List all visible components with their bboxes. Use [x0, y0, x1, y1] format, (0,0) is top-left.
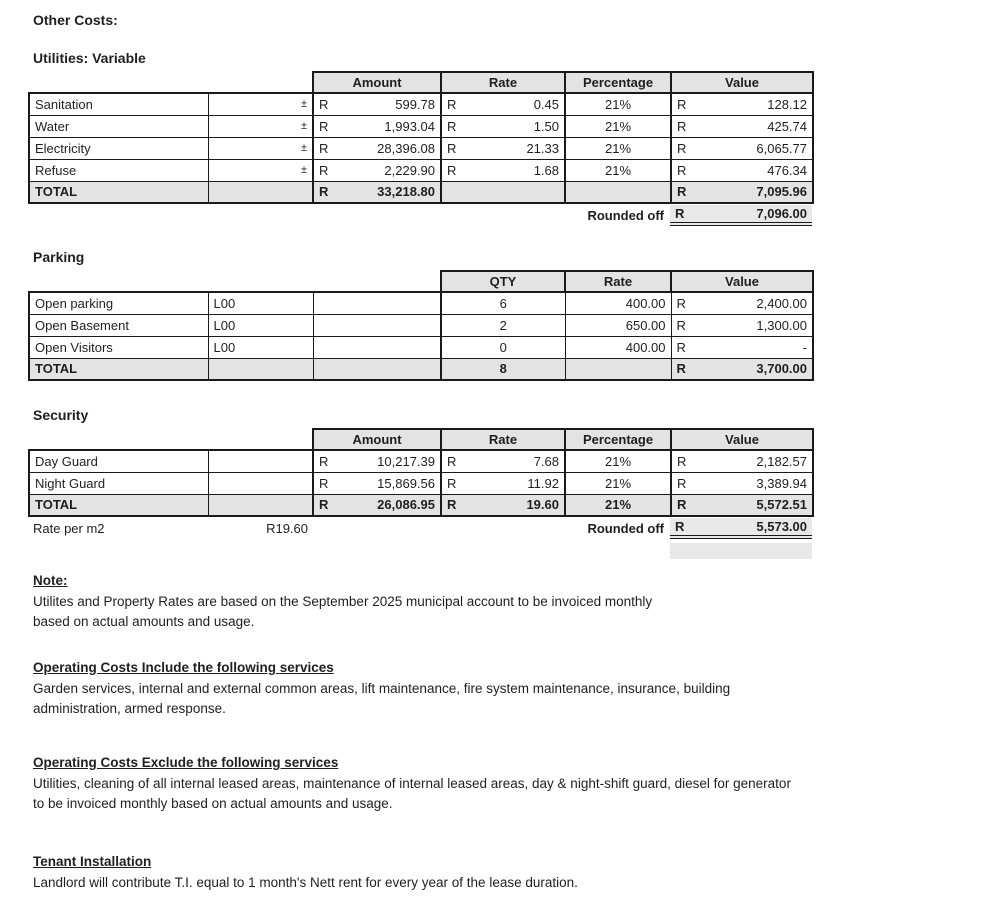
- note-line: based on actual amounts and usage.: [33, 614, 255, 629]
- table-row: [29, 314, 813, 336]
- empty-cell: [565, 358, 671, 380]
- empty-cell: [208, 450, 313, 472]
- note-line: Landlord will contribute T.I. equal to 1 month's Nett rent for every year of the lease duration.: [33, 875, 578, 890]
- empty-cell: [313, 292, 441, 314]
- utilities-rounded-row: [28, 204, 812, 227]
- total-percentage-cell: 21%: [565, 494, 671, 516]
- currency-symbol: R: [447, 497, 457, 513]
- rate-cell: R 11.92: [441, 472, 565, 494]
- note-body: [33, 592, 1000, 632]
- total-value-cell: R 5,572.51: [671, 494, 813, 516]
- currency-symbol: R: [677, 96, 687, 112]
- include-heading: Operating Costs Include the following services: [33, 660, 334, 675]
- mark-cell: [208, 137, 313, 159]
- col-header-amount: Amount: [313, 72, 441, 93]
- currency-symbol: R: [675, 206, 685, 221]
- row-label-cell: Refuse: [29, 159, 208, 181]
- qty-cell: 6: [441, 292, 565, 314]
- currency-symbol: R: [677, 497, 687, 513]
- amount-cell: R 15,869.56: [313, 472, 441, 494]
- amount-cell: R 1,993.04: [313, 115, 441, 137]
- utilities-table: [28, 71, 814, 204]
- note-heading: Note:: [33, 573, 68, 588]
- rate-cell: 400.00: [565, 292, 671, 314]
- row-label-cell: Day Guard: [29, 450, 208, 472]
- value-cell: R -: [671, 336, 813, 358]
- currency-symbol: R: [319, 140, 329, 156]
- currency-symbol: R: [319, 453, 329, 469]
- currency-symbol: R: [677, 140, 687, 156]
- total-label-cell: TOTAL: [29, 494, 208, 516]
- rounded-off-label: Rounded off: [587, 521, 664, 536]
- rate-cell: R 21.33: [441, 137, 565, 159]
- col-header-rate: Rate: [441, 429, 565, 450]
- currency-symbol: R: [319, 162, 329, 178]
- amount-cell: R 2,229.90: [313, 159, 441, 181]
- currency-symbol: R: [677, 118, 687, 134]
- currency-symbol: R: [447, 453, 457, 469]
- qty-cell: 0: [441, 336, 565, 358]
- note-line: Utilities, cleaning of all internal leased areas, maintenance of internal leased areas, day & night-shift guard, diesel for generator: [33, 776, 791, 791]
- col-header-percentage: Percentage: [565, 72, 671, 93]
- value-cell: R 128.12: [671, 93, 813, 115]
- empty-cell: [208, 494, 313, 516]
- empty-cell: [208, 472, 313, 494]
- empty-cell: [208, 358, 313, 380]
- currency-symbol: R: [677, 453, 687, 469]
- rate-cell: 650.00: [565, 314, 671, 336]
- currency-symbol: R: [677, 475, 687, 491]
- amount-cell: R 28,396.08: [313, 137, 441, 159]
- value-cell: R 476.34: [671, 159, 813, 181]
- empty-cell: [313, 336, 441, 358]
- row-label-cell: Open parking: [29, 292, 208, 314]
- currency-symbol: R: [677, 184, 687, 200]
- table-row: [29, 336, 813, 358]
- currency-symbol: R: [319, 475, 329, 491]
- total-value-cell: R 7,095.96: [671, 181, 813, 203]
- rate-cell: R 7.68: [441, 450, 565, 472]
- table-row: [29, 450, 813, 472]
- code-cell: L00: [208, 336, 313, 358]
- currency-symbol: R: [676, 317, 686, 333]
- percentage-cell: 21%: [565, 93, 671, 115]
- parking-heading: Parking: [33, 249, 85, 265]
- rate-cell: R 1.68: [441, 159, 565, 181]
- currency-symbol: R: [677, 162, 687, 178]
- empty-cell: [313, 358, 441, 380]
- exclude-heading: Operating Costs Exclude the following services: [33, 755, 339, 770]
- row-label-cell: Open Basement: [29, 314, 208, 336]
- rate-per-m2-label: Rate per m2: [33, 521, 105, 536]
- table-row: [29, 472, 813, 494]
- security-header-row: [29, 429, 813, 450]
- col-header-amount: Amount: [313, 429, 441, 450]
- amount-cell: R 599.78: [313, 93, 441, 115]
- row-label-cell: Electricity: [29, 137, 208, 159]
- plus-minus-mark: ±: [300, 120, 307, 132]
- security-heading: Security: [33, 407, 89, 423]
- table-row: [29, 115, 813, 137]
- header-spacer: [29, 72, 313, 93]
- value-cell: R 6,065.77: [671, 137, 813, 159]
- total-label-cell: TOTAL: [29, 358, 208, 380]
- table-row: [29, 159, 813, 181]
- value-cell: R 3,389.94: [671, 472, 813, 494]
- currency-symbol: R: [447, 162, 457, 178]
- parking-header-row: [29, 271, 813, 292]
- plus-minus-mark: ±: [300, 98, 307, 111]
- total-label-cell: TOTAL: [29, 181, 208, 203]
- utilities-heading: Utilities: Variable: [33, 50, 146, 66]
- total-row: [29, 358, 813, 380]
- header-spacer: [29, 271, 441, 292]
- value-cell: R 1,300.00: [671, 314, 813, 336]
- row-label-cell: Night Guard: [29, 472, 208, 494]
- note-line: administration, armed response.: [33, 701, 226, 716]
- value-cell: R 425.74: [671, 115, 813, 137]
- rounded-off-label: Rounded off: [587, 208, 664, 223]
- percentage-cell: 21%: [565, 137, 671, 159]
- note-line: Utilites and Property Rates are based on the September 2025 municipal account to be invoiced monthly: [33, 594, 653, 609]
- rounded-off-value: R 7,096.00: [670, 205, 812, 226]
- code-cell: L00: [208, 292, 313, 314]
- total-amount-cell: R 33,218.80: [313, 181, 441, 203]
- mark-cell: [208, 93, 313, 115]
- currency-symbol: R: [675, 519, 685, 534]
- qty-cell: 2: [441, 314, 565, 336]
- total-amount-cell: R 26,086.95: [313, 494, 441, 516]
- currency-symbol: R: [319, 184, 329, 200]
- currency-symbol: R: [676, 295, 686, 311]
- note-line: Garden services, internal and external common areas, lift maintenance, fire system maintenance, insurance, building: [33, 681, 731, 696]
- code-cell: L00: [208, 314, 313, 336]
- col-header-rate: Rate: [565, 271, 671, 292]
- tenant-heading: Tenant Installation: [33, 854, 152, 869]
- value-cell: R 2,400.00: [671, 292, 813, 314]
- currency-symbol: R: [447, 118, 457, 134]
- percentage-cell: 21%: [565, 472, 671, 494]
- currency-symbol: R: [447, 140, 457, 156]
- utilities-header-row: [29, 72, 813, 93]
- table-row: [29, 93, 813, 115]
- rate-cell: R 1.50: [441, 115, 565, 137]
- mark-cell: [208, 115, 313, 137]
- rate-cell: R 0.45: [441, 93, 565, 115]
- col-header-value: Value: [671, 271, 813, 292]
- plus-minus-mark: ±: [300, 164, 307, 176]
- percentage-cell: 21%: [565, 115, 671, 137]
- currency-symbol: R: [319, 96, 329, 112]
- rate-per-m2-value: R19.60: [266, 521, 308, 536]
- total-row: [29, 181, 813, 203]
- currency-symbol: R: [447, 96, 457, 112]
- currency-symbol: R: [319, 497, 329, 513]
- currency-symbol: R: [676, 361, 686, 377]
- gray-spacer-box: [670, 543, 812, 559]
- col-header-percentage: Percentage: [565, 429, 671, 450]
- currency-symbol: R: [447, 475, 457, 491]
- total-rate-cell: R 19.60: [441, 494, 565, 516]
- col-header-value: Value: [671, 429, 813, 450]
- rate-cell: 400.00: [565, 336, 671, 358]
- currency-symbol: R: [676, 339, 686, 355]
- value-cell: R 2,182.57: [671, 450, 813, 472]
- tenant-body: [33, 873, 1000, 893]
- security-rounded-row: [28, 517, 812, 540]
- table-row: [29, 292, 813, 314]
- mark-cell: [208, 159, 313, 181]
- empty-cell: [313, 314, 441, 336]
- header-spacer: [29, 429, 313, 450]
- col-header-value: Value: [671, 72, 813, 93]
- note-line: to be invoiced monthly based on actual amounts and usage.: [33, 796, 393, 811]
- row-label-cell: Open Visitors: [29, 336, 208, 358]
- exclude-body: [33, 774, 1000, 814]
- empty-cell: [441, 181, 565, 203]
- row-label-cell: Sanitation: [29, 93, 208, 115]
- parking-table: [28, 270, 814, 381]
- percentage-cell: 21%: [565, 450, 671, 472]
- percentage-cell: 21%: [565, 159, 671, 181]
- plus-minus-mark: ±: [300, 142, 307, 154]
- total-row: [29, 494, 813, 516]
- amount-cell: R 10,217.39: [313, 450, 441, 472]
- currency-symbol: R: [319, 118, 329, 134]
- total-value-cell: R 3,700.00: [671, 358, 813, 380]
- empty-cell: [208, 181, 313, 203]
- total-qty-cell: 8: [441, 358, 565, 380]
- include-body: [33, 679, 1000, 719]
- col-header-qty: QTY: [441, 271, 565, 292]
- table-row: [29, 137, 813, 159]
- empty-cell: [565, 181, 671, 203]
- rounded-off-value: R 5,573.00: [670, 518, 812, 539]
- row-label-cell: Water: [29, 115, 208, 137]
- col-header-rate: Rate: [441, 72, 565, 93]
- page-title: Other Costs:: [33, 12, 118, 28]
- security-table: [28, 428, 814, 517]
